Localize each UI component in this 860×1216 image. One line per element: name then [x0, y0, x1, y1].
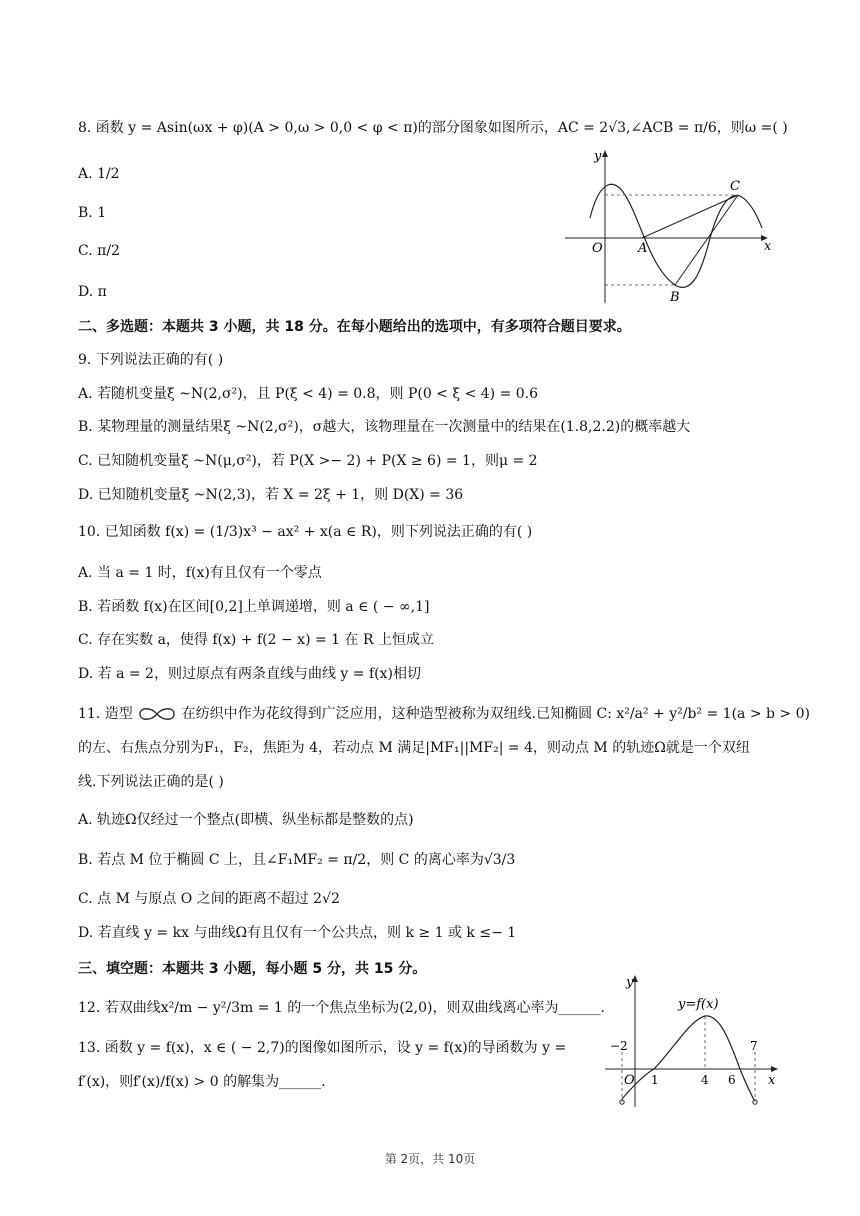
lemniscate-icon: [137, 705, 177, 723]
q11-stem-line2: 的左、右焦点分别为F₁，F₂，焦距为 4，若动点 M 满足|MF₁||MF₂| = 4，则动点 M 的轨迹Ω就是一个双纽: [78, 740, 750, 756]
q10-option-c: C. 存在实数 a，使得 f(x) + f(2 − x) = 1 在 R 上恒成立: [78, 632, 434, 648]
q9-option-a: A. 若随机变量ξ ~N(2,σ²)，且 P(ξ < 4) = 0.8，则 P(0 < ξ < 4) = 0.6: [78, 386, 539, 402]
q13-tick-1: 1: [651, 1073, 659, 1087]
q12-stem: 12. 若双曲线x²/m − y²/3m = 1 的一个焦点坐标为(2,0)，则双曲线离心率为______.: [78, 1000, 605, 1016]
q13-x-arrow: [771, 1066, 778, 1072]
q13-tick-6: 6: [728, 1073, 736, 1087]
q8-segment-ac: [642, 195, 738, 238]
q13-tick-minus2: −2: [610, 1039, 628, 1053]
q11-stem-line1: [78, 704, 810, 724]
q8-segment-bc: [675, 195, 738, 285]
section-2-heading: 二、多选题：本题共 3 小题，共 18 分。在每小题给出的选项中，有多项符合题目要求。: [78, 319, 631, 335]
q13-stem-line1: 13. 函数 y = f(x)，x ∈ ( − 2,7)的图像如图所示，设 y = f(x)的导函数为 y =: [78, 1040, 567, 1056]
q9-option-d: D. 已知随机变量ξ ~N(2,3)，若 X = 2ξ + 1，则 D(X) = 36: [78, 487, 464, 503]
q8-point-a-label: A: [638, 241, 648, 256]
q13-y-label: y: [626, 975, 634, 990]
q8-y-label: y: [594, 149, 602, 164]
page-footer: 第 2页，共 10页: [384, 1152, 476, 1166]
q9-stem: 9. 下列说法正确的有( ): [78, 352, 224, 368]
q8-x-label: x: [764, 239, 772, 254]
section-3-heading: 三、填空题：本题共 3 小题，每小题 5 分，共 15 分。: [78, 961, 427, 977]
q13-function-graph: [600, 972, 785, 1112]
q8-y-arrow: [602, 150, 608, 157]
q13-curve-label: y=f(x): [678, 997, 719, 1012]
q10-option-a: A. 当 a = 1 时，f(x)有且仅有一个零点: [78, 565, 322, 581]
q13-curve: [622, 1016, 755, 1102]
q8-option-a: A. 1/2: [78, 166, 120, 182]
q11-option-d: D. 若直线 y = kx 与曲线Ω有且仅有一个公共点，则 k ≥ 1 或 k ≤− 1: [78, 925, 517, 941]
q13-tick-7: 7: [750, 1039, 758, 1053]
q8-point-c-label: C: [730, 179, 740, 194]
q10-stem: 10. 已知函数 f(x) = (1/3)x³ − ax² + x(a ∈ R)，则下列说法正确的有( ): [78, 524, 533, 540]
q11-stem-line3: 线.下列说法正确的是( ): [78, 774, 224, 790]
q11-stem-prefix: 11. 造型: [78, 706, 133, 722]
q11-option-b: B. 若点 M 位于椭圆 C 上，且∠F₁MF₂ = π/2，则 C 的离心率为√3/3: [78, 852, 516, 868]
q8-option-c: C. π/2: [78, 243, 120, 259]
q11-option-a: A. 轨迹Ω仅经过一个整点(即横、纵坐标都是整数的点): [78, 812, 414, 828]
q9-option-b: B. 某物理量的测量结果ξ ~N(2,σ²)，σ越大，该物理量在一次测量中的结果在(1.8,2.2)的概率越大: [78, 419, 691, 435]
q8-point-b-label: B: [670, 290, 680, 305]
q9-option-c: C. 已知随机变量ξ ~N(μ,σ²)，若 P(X >− 2) + P(X ≥ 6) = 1，则μ = 2: [78, 453, 538, 469]
q13-tick-4: 4: [701, 1073, 709, 1087]
q13-stem-line2: f′(x)，则f′(x)/f(x) > 0 的解集为______.: [78, 1074, 326, 1090]
q8-origin-label: O: [592, 241, 603, 256]
q8-sine-curve: [590, 184, 762, 287]
q8-option-d: D. π: [78, 284, 107, 300]
q11-option-c: C. 点 M 与原点 O 之间的距离不超过 2√2: [78, 891, 340, 907]
q13-origin-label: O: [624, 1073, 635, 1088]
q8-option-b: B. 1: [78, 205, 107, 221]
q10-option-d: D. 若 a = 2，则过原点有两条直线与曲线 y = f(x)相切: [78, 666, 421, 682]
q13-x-label: x: [768, 1073, 776, 1088]
q10-option-b: B. 若函数 f(x)在区间[0,2]上单调递增，则 a ∈ ( − ∞,1]: [78, 599, 430, 615]
q8-sine-graph: [560, 148, 780, 308]
q11-stem-rest: 在纺织中作为花纹得到广泛应用，这种造型被称为双纽线.已知椭圆 C: x²/a² + y²/b² = 1(a > b > 0): [181, 706, 810, 722]
q8-stem: 8. 函数 y = Asin(ωx + φ)(A > 0,ω > 0,0 < φ < π)的部分图象如图所示，AC = 2√3,∠ACB = π/6，则ω =( ): [78, 120, 788, 136]
